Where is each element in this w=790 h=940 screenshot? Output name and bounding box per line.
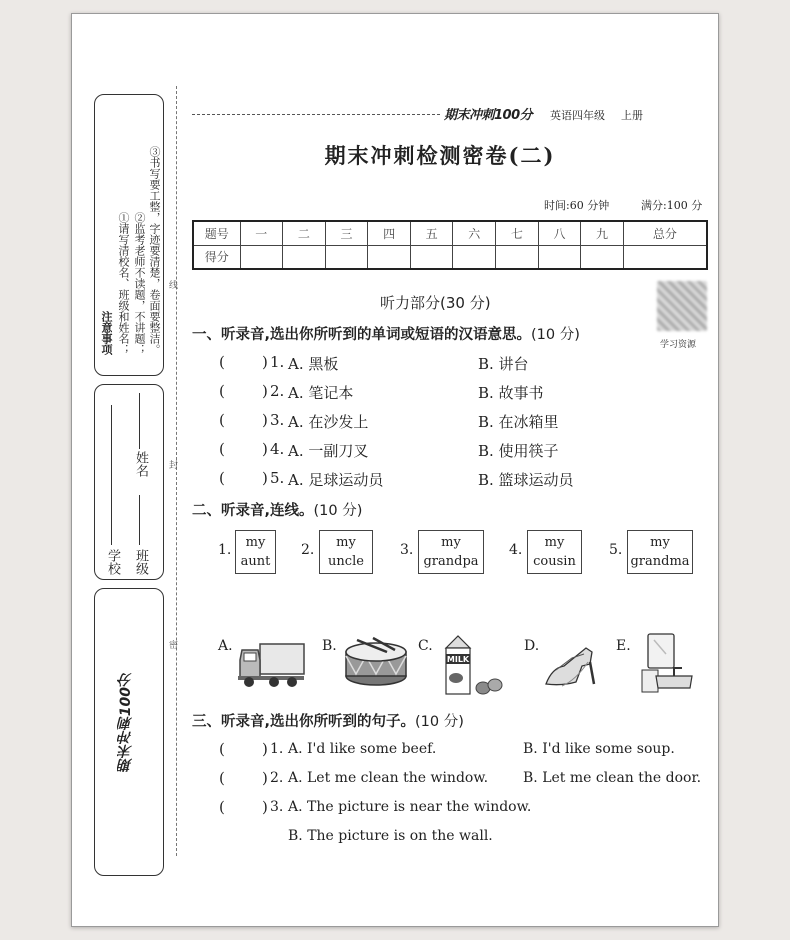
exam-title: 期末冲刺检测密卷(二) <box>324 143 556 168</box>
score-cell[interactable] <box>538 245 581 269</box>
card-line-1: my <box>544 535 565 550</box>
drum-icon[interactable] <box>343 636 409 688</box>
name-field[interactable] <box>139 393 140 449</box>
part2-heading <box>192 499 362 520</box>
class-label: 班级 <box>133 549 148 575</box>
card-line-1: my <box>650 535 670 550</box>
option-b: B. 讲台 <box>478 355 529 373</box>
card-line-2: aunt <box>240 554 271 569</box>
qr-code-icon[interactable] <box>657 281 707 331</box>
milk-carton-text: MILK <box>446 655 470 664</box>
score-col-9: 九 <box>581 221 624 245</box>
option-b: B. The picture is on the wall. <box>288 828 493 844</box>
score-cell[interactable] <box>283 245 326 269</box>
item-number: 1. <box>270 353 285 371</box>
seal-char-secret: 密 <box>167 640 177 649</box>
part3-heading-text: 三、听录音,选出你所听到的句子。 <box>192 714 416 730</box>
answer-paren-open: ( <box>219 469 225 487</box>
score-row-label: 得分 <box>193 245 240 269</box>
score-col-6: 六 <box>453 221 496 245</box>
side-brand-box <box>94 588 164 876</box>
student-info-box <box>94 384 164 580</box>
answer-paren-open: ( <box>219 798 225 816</box>
notice-line-2: ②监考老师不读题，不讲题； <box>133 212 146 355</box>
option-b: B. 在冰箱里 <box>478 413 559 431</box>
score-table-row-label: 题号 <box>193 221 240 245</box>
option-b: B. 使用筷子 <box>478 442 559 460</box>
option-b: B. 篮球运动员 <box>478 471 574 489</box>
card-line-2: grandpa <box>423 554 479 569</box>
card-number: 4. <box>509 542 523 558</box>
answer-blank[interactable] <box>227 437 261 459</box>
part2-points: (10 分) <box>313 503 363 519</box>
score-table <box>192 220 708 270</box>
notice-line-3: ③书写要工整，字迹要清楚，卷面要整洁。 <box>148 146 161 355</box>
score-col-7: 七 <box>496 221 539 245</box>
option-a: A. I'd like some beef. <box>288 741 437 757</box>
score-cell[interactable] <box>496 245 539 269</box>
listening-title: 听力部分(30 分) <box>380 294 491 312</box>
card-line-2: cousin <box>533 554 576 569</box>
answer-paren-close: ) <box>262 411 268 429</box>
picture-label: B. <box>322 638 337 654</box>
word-card-aunt[interactable] <box>235 530 276 574</box>
item-number: 3. <box>270 411 285 429</box>
score-col-total: 总分 <box>623 221 707 245</box>
answer-blank[interactable] <box>227 466 261 488</box>
answer-paren-open: ( <box>219 740 225 758</box>
card-number: 1. <box>218 542 232 558</box>
score-col-5: 五 <box>410 221 453 245</box>
answer-paren-close: ) <box>262 469 268 487</box>
answer-paren-close: ) <box>262 353 268 371</box>
part2-heading-text: 二、听录音,连线。 <box>192 503 314 519</box>
picture-label: D. <box>524 638 540 654</box>
part3-heading <box>192 710 464 731</box>
class-field[interactable] <box>139 495 140 545</box>
score-table-score-row <box>193 245 707 269</box>
card-number: 2. <box>301 542 315 558</box>
score-cell[interactable] <box>325 245 368 269</box>
option-a: A. The picture is near the window. <box>288 799 532 815</box>
answer-blank[interactable] <box>227 379 261 401</box>
answer-paren-close: ) <box>262 798 268 816</box>
answer-paren-open: ( <box>219 353 225 371</box>
school-field[interactable] <box>111 405 112 545</box>
score-col-3: 三 <box>325 221 368 245</box>
option-b: B. Let me clean the door. <box>523 770 702 786</box>
item-number: 2. <box>270 382 285 400</box>
answer-blank[interactable] <box>227 350 261 372</box>
qr-caption: 学习资源 <box>660 340 697 350</box>
notice-line-1: ①请写清校名、班级和姓名； <box>117 212 130 355</box>
word-card-grandma[interactable] <box>627 530 693 574</box>
truck-icon[interactable] <box>236 640 306 690</box>
option-b: B. 故事书 <box>478 384 544 402</box>
answer-paren-open: ( <box>219 769 225 787</box>
score-cell[interactable] <box>368 245 411 269</box>
answer-blank[interactable] <box>227 766 261 788</box>
seal-char-seal: 封 <box>167 460 177 469</box>
score-cell[interactable] <box>453 245 496 269</box>
option-a: A. Let me clean the window. <box>288 770 489 786</box>
header-subject: 英语四年级 <box>550 109 605 122</box>
answer-paren-close: ) <box>262 740 268 758</box>
exam-time: 时间:60 分钟 <box>544 199 610 212</box>
word-card-grandpa[interactable] <box>418 530 484 574</box>
card-line-1: my <box>336 535 356 550</box>
score-col-2: 二 <box>283 221 326 245</box>
picture-label: C. <box>418 638 433 654</box>
binding-line <box>176 86 177 856</box>
header-brand: 期末冲刺100分 <box>444 108 533 123</box>
answer-blank[interactable] <box>227 408 261 430</box>
card-number: 3. <box>400 542 414 558</box>
notice-box <box>94 94 164 376</box>
answer-paren-open: ( <box>219 411 225 429</box>
name-label: 姓名 <box>133 451 148 477</box>
option-a: A. 一副刀叉 <box>288 442 369 460</box>
answer-blank[interactable] <box>227 795 261 817</box>
score-cell[interactable] <box>581 245 624 269</box>
option-a: A. 笔记本 <box>288 384 354 402</box>
score-cell[interactable] <box>623 245 707 269</box>
seal-char-line: 线 <box>167 280 177 289</box>
score-table-header-row <box>193 221 707 245</box>
notice-label: 注意事项 <box>100 311 113 355</box>
option-a: A. 黑板 <box>288 355 339 373</box>
picture-label: E. <box>616 638 631 654</box>
score-col-4: 四 <box>368 221 411 245</box>
item-number: 3. <box>270 799 284 815</box>
score-col-1: 一 <box>240 221 283 245</box>
picture-label: A. <box>218 638 233 654</box>
word-card-uncle[interactable] <box>319 530 373 574</box>
option-a: A. 在沙发上 <box>288 413 369 431</box>
card-number: 5. <box>609 542 623 558</box>
header-rule <box>192 114 440 115</box>
item-number: 2. <box>270 770 284 786</box>
card-line-1: my <box>245 535 266 550</box>
answer-paren-close: ) <box>262 382 268 400</box>
answer-paren-close: ) <box>262 769 268 787</box>
school-label: 学校 <box>105 549 120 575</box>
milk-carton-icon[interactable] <box>440 634 506 696</box>
score-cell[interactable] <box>410 245 453 269</box>
option-a: A. 足球运动员 <box>288 471 384 489</box>
card-line-1: my <box>441 535 461 550</box>
card-line-2: uncle <box>328 554 364 569</box>
answer-paren-open: ( <box>219 440 225 458</box>
answer-blank[interactable] <box>227 737 261 759</box>
high-heel-shoe-icon[interactable] <box>542 640 602 690</box>
part1-heading <box>192 323 580 344</box>
word-card-cousin[interactable] <box>527 530 582 574</box>
score-cell[interactable] <box>240 245 283 269</box>
bathroom-sink-icon[interactable] <box>636 630 696 696</box>
option-b: B. I'd like some soup. <box>523 741 675 757</box>
card-line-2: grandma <box>630 554 690 569</box>
side-brand: 期末冲刺100分 <box>118 673 134 773</box>
exam-full-score: 满分:100 分 <box>641 199 703 212</box>
header-volume: 上册 <box>621 109 643 122</box>
part1-points: (10 分) <box>531 327 580 343</box>
answer-paren-open: ( <box>219 382 225 400</box>
score-col-8: 八 <box>538 221 581 245</box>
answer-paren-close: ) <box>262 440 268 458</box>
part1-heading-text: 一、听录音,选出你所听到的单词或短语的汉语意思。 <box>192 327 532 343</box>
item-number: 1. <box>270 741 284 757</box>
item-number: 4. <box>270 440 285 458</box>
part3-points: (10 分) <box>415 714 464 730</box>
item-number: 5. <box>270 469 285 487</box>
